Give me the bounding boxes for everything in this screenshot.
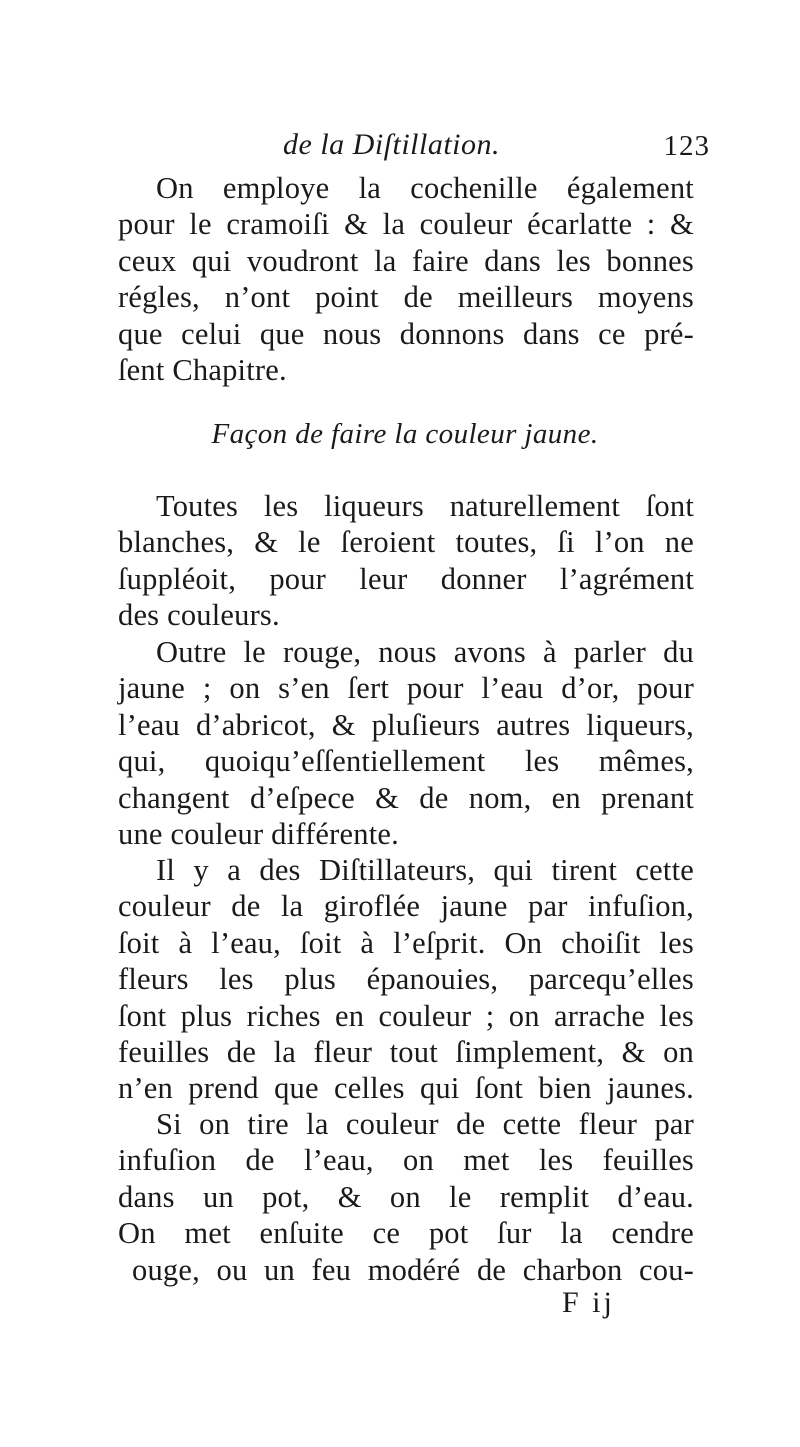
text-line: On met enſuite ce pot ſur la cendre [118, 1216, 694, 1251]
text-line: qui, quoiqu’eſſentiellement les mêmes, [118, 744, 694, 779]
paragraph-cochenille [118, 170, 694, 388]
text-line: ſuppléoit, pour leur donner l’agrément [118, 561, 694, 596]
text-line: ceux qui voudront la faire dans les bonnes [118, 243, 694, 278]
text-line: Toutes les liqueurs naturellement ſont [156, 489, 694, 523]
paragraph-giroflee [118, 852, 694, 1107]
text-line: Il y a des Diſtillateurs, qui tirent cette [156, 853, 694, 887]
text-line: n’en prend que celles qui ſont bien jaunes. [118, 1071, 694, 1106]
text-line: des couleurs. [118, 598, 280, 633]
text-line: Si on tire la couleur de cette fleur par [156, 1107, 694, 1141]
text-line: fleurs les plus épanouies, parcequ’elles [118, 962, 694, 997]
text-line: une couleur différente. [118, 817, 399, 852]
text-line: l’eau d’abricot, & pluſieurs autres liqueurs, [118, 707, 694, 742]
text-line: dans un pot, & on le remplit d’eau. [118, 1179, 694, 1214]
text-line: Outre le rouge, nous avons à parler du [156, 635, 694, 669]
text-line: infuſion de l’eau, on met les feuilles [118, 1143, 694, 1178]
paragraph-infusion [118, 1106, 694, 1288]
page-number: 123 [663, 130, 710, 162]
signature-mark: F ij [562, 1286, 615, 1319]
text-line: ſent Chapitre. [118, 353, 287, 388]
paragraph-jaune [118, 634, 694, 852]
text-line: feuilles de la fleur tout ſimplement, & on [118, 1035, 694, 1070]
text-line: régles, n’ont point de meilleurs moyens [118, 280, 694, 315]
running-head [118, 128, 710, 168]
text-line: ouge, ou un feu modéré de charbon cou- [132, 1252, 694, 1287]
running-title: de la Diſtillation. [283, 128, 500, 161]
text-line: pour le cramoiſi & la couleur écarlatte : & [118, 207, 694, 242]
text-line: ſoit à l’eau, ſoit à l’eſprit. On choiſit les [118, 925, 694, 960]
text-line: que celui que nous donnons dans ce pré- [118, 316, 694, 351]
text-line: jaune ; on s’en ſert pour l’eau d’or, pour [118, 671, 694, 706]
text-line: On employe la cochenille également [156, 171, 694, 205]
text-line: couleur de la giroflée jaune par infuſion, [118, 889, 694, 924]
text-line: blanches, & le ſeroient toutes, ſi l’on ne [118, 525, 694, 560]
text-line: ſont plus riches en couleur ; on arrache les [118, 998, 694, 1033]
section-heading-text: Façon de faire la couleur jaune. [211, 418, 599, 450]
section-heading [0, 418, 800, 451]
text-line: changent d’eſpece & de nom, en prenant [118, 780, 694, 815]
paragraph-liqueurs [118, 488, 694, 634]
